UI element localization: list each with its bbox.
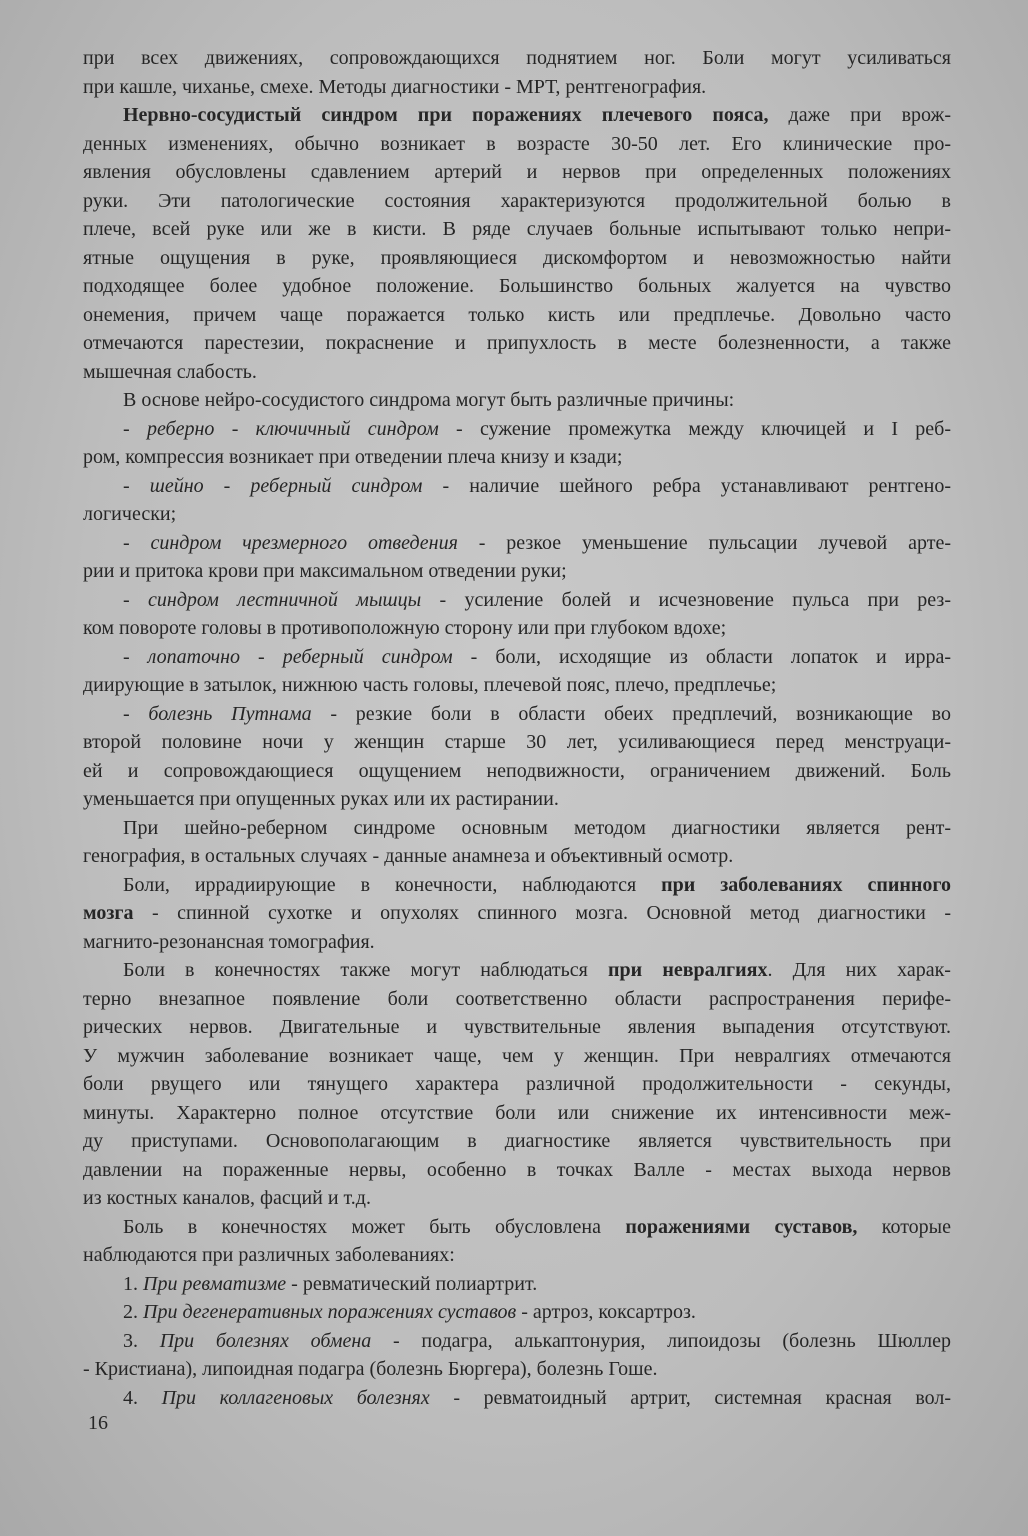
text-segment: - спинной сухотке и опухолях спинного мозга. Основной метод диагностики - (133, 902, 951, 924)
italic-term: - шейно - реберный синдром (123, 474, 423, 497)
text-line (83, 244, 951, 273)
text-segment: онемения, причем чаще поражается только кисть или предплечье. Довольно часто (83, 303, 951, 326)
text-line (83, 1355, 951, 1384)
text-segment: - усиление болей и исчезновение пульса при рез- (421, 588, 951, 611)
text-line (83, 1213, 951, 1242)
text-line (83, 101, 951, 130)
text-segment: - боли, исходящие из области лопаток и ирра- (452, 645, 952, 668)
italic-term: - синдром чрезмерного отведения (123, 531, 458, 554)
text-line (83, 44, 951, 73)
text-line (83, 187, 951, 216)
text-segment: 4. (123, 1386, 162, 1409)
text-segment: руки. Эти патологические состояния характеризуются продолжительной болью в (83, 189, 951, 212)
text-segment: минуты. Характерно полное отсутствие боли или снижение их интенсивности меж- (83, 1101, 951, 1124)
text-segment: - артроз, коксартроз. (516, 1301, 696, 1323)
text-line (83, 785, 951, 814)
text-line (83, 643, 951, 672)
text-line (83, 301, 951, 330)
italic-term: При ревматизме (143, 1272, 287, 1295)
italic-term: - лопаточно - реберный синдром (123, 645, 453, 668)
text-segment: логически; (83, 503, 177, 525)
text-segment: - наличие шейного ребра устанавливают рентгено- (422, 474, 951, 497)
text-line (83, 1099, 951, 1128)
text-segment: 2. (123, 1301, 143, 1323)
text-segment: денных изменениях, обычно возникает в возрасте 30-50 лет. Его клинические про- (83, 132, 951, 155)
bold-term: мозга (83, 902, 134, 924)
text-segment: При шейно-реберном синдроме основным методом диагностики является рент- (123, 816, 951, 839)
text-line (83, 1156, 951, 1185)
text-line (83, 1127, 951, 1156)
text-line (83, 529, 951, 558)
text-line (83, 472, 951, 501)
text-segment: - подагра, алькаптонурия, липоидозы (болезнь Шюллер (371, 1329, 951, 1352)
text-line (83, 956, 951, 985)
text-segment: уменьшается при опущенных руках или их растирании. (83, 788, 559, 810)
text-segment: магнито-резонансная томография. (83, 930, 375, 953)
text-segment: мышечная слабость. (83, 360, 257, 383)
text-segment: - ревматический полиартрит. (286, 1272, 538, 1295)
text-segment: из костных каналов, фасций и т.д. (83, 1187, 371, 1209)
text-line (83, 985, 951, 1014)
text-line (83, 586, 951, 615)
text-segment: диирующие в затылок, нижнюю часть головы, плечевой пояс, плечо, предплечье; (83, 674, 777, 696)
text-line (83, 928, 951, 957)
text-segment: Боли, иррадиирующие в конечности, наблюдаются (123, 873, 662, 896)
text-segment: ром, компрессия возникает при отведении плеча книзу и кзади; (83, 446, 623, 468)
text-line (83, 1298, 951, 1327)
text-line (83, 158, 951, 187)
text-line (83, 386, 951, 415)
text-line (83, 1184, 951, 1213)
text-line (83, 899, 951, 928)
text-line (83, 1241, 951, 1270)
text-line (83, 728, 951, 757)
text-segment: 3. (123, 1329, 160, 1352)
text-segment: - сужение промежутка между ключицей и I реб- (438, 417, 951, 440)
text-segment: которые (857, 1215, 951, 1238)
text-segment: 1. (123, 1272, 143, 1295)
italic-term: При коллагеновых болезнях (161, 1386, 430, 1409)
text-segment: У мужчин заболевание возникает чаще, чем у женщин. При невралгиях отмечаются (83, 1044, 951, 1067)
text-segment: подходящее более удобное положение. Большинство больных жалуется на чувство (83, 275, 951, 297)
text-segment: В основе нейро-сосудистого синдрома могут быть различные причины: (123, 389, 735, 411)
text-line (83, 1327, 951, 1356)
italic-term: При дегенеративных поражениях суставов (143, 1301, 517, 1323)
text-line (83, 614, 951, 643)
text-line (83, 671, 951, 700)
text-line (83, 73, 951, 102)
text-line (83, 443, 951, 472)
text-line (83, 329, 951, 358)
text-segment: наблюдаются при различных заболеваниях: (83, 1244, 455, 1266)
text-segment: генография, в остальных случаях - данные анамнеза и объективный осмотр. (83, 845, 734, 867)
text-line (83, 415, 951, 444)
page-number: 16 (88, 1412, 108, 1434)
text-line (83, 1042, 951, 1071)
text-line (83, 871, 951, 900)
text-line (83, 1070, 951, 1099)
text-segment: рии и притока крови при максимальном отведении руки; (83, 560, 567, 582)
italic-term: - синдром лестничной мышцы (123, 588, 422, 611)
text-line (83, 358, 951, 387)
text-line (83, 814, 951, 843)
text-segment: - резкое уменьшение пульсации лучевой арте- (457, 531, 951, 554)
text-segment: ей и сопровождающиеся ощущением неподвижности, ограничением движений. Боль (83, 759, 951, 782)
text-segment: отмечаются парестезии, покраснение и припухлость в месте болезненности, а также (83, 332, 951, 354)
text-line (83, 130, 951, 159)
text-segment: - ревматоидный артрит, системная красная вол- (429, 1386, 951, 1409)
text-line (83, 215, 951, 244)
text-segment: при всех движениях, сопровождающихся поднятием ног. Боли могут усиливаться (83, 47, 951, 69)
text-segment: Боль в конечностях может быть обусловлена (123, 1215, 626, 1238)
text-segment: ятные ощущения в руке, проявляющиеся дискомфортом и невозможностью найти (83, 246, 951, 269)
text-segment: даже при врож- (768, 104, 951, 126)
italic-term: При болезнях обмена (159, 1329, 372, 1352)
text-segment: ком повороте головы в противоположную сторону или при глубоком вдохе; (83, 617, 727, 639)
text-segment: явления обусловлены сдавлением артерий и нервов при определенных положениях (83, 161, 951, 183)
text-line (83, 500, 951, 529)
text-segment: - Кристиана), липоидная подагра (болезнь Бюргера), болезнь Гоше. (83, 1358, 658, 1380)
text-line (83, 272, 951, 301)
bold-term: поражениями суставов, (625, 1215, 858, 1238)
text-segment: плече, всей руке или же в кисти. В ряде случаев больные испытывают только непри- (83, 218, 951, 240)
text-line (83, 700, 951, 729)
text-segment: Боли в конечностях также могут наблюдаться (123, 959, 609, 981)
text-line (83, 1013, 951, 1042)
bold-term: Нервно-сосудистый синдром при поражениях плечевого пояса, (123, 104, 769, 126)
italic-term: - реберно - ключичный синдром (123, 417, 439, 440)
text-segment: давлении на пораженные нервы, особенно в точках Валле - местах выхода нервов (83, 1158, 951, 1181)
text-segment: при кашле, чиханье, смехе. Методы диагностики - МРТ, рентгенография. (83, 75, 707, 98)
text-segment: рических нервов. Двигательные и чувствительные явления выпадения отсутствуют. (83, 1016, 951, 1038)
text-segment: терно внезапное появление боли соответственно области распространения перифе- (83, 987, 951, 1010)
text-line (83, 557, 951, 586)
page-body-text (83, 44, 951, 1412)
text-segment: боли рвущего или тянущего характера различной продолжительности - секунды, (83, 1073, 951, 1095)
text-segment: ду приступами. Основополагающим в диагностике является чувствительность при (83, 1130, 951, 1152)
text-segment: . Для них харак- (767, 959, 951, 981)
bold-term: при невралгиях (608, 959, 768, 981)
italic-term: - болезнь Путнама (123, 702, 312, 725)
text-segment: - резкие боли в области обеих предплечий, возникающие во (311, 702, 951, 725)
text-line (83, 1384, 951, 1413)
text-segment: второй половине ночи у женщин старше 30 лет, усиливающиеся перед менструаци- (83, 731, 951, 753)
bold-term: при заболеваниях спинного (661, 873, 951, 896)
text-line (83, 1270, 951, 1299)
text-line (83, 842, 951, 871)
text-line (83, 757, 951, 786)
